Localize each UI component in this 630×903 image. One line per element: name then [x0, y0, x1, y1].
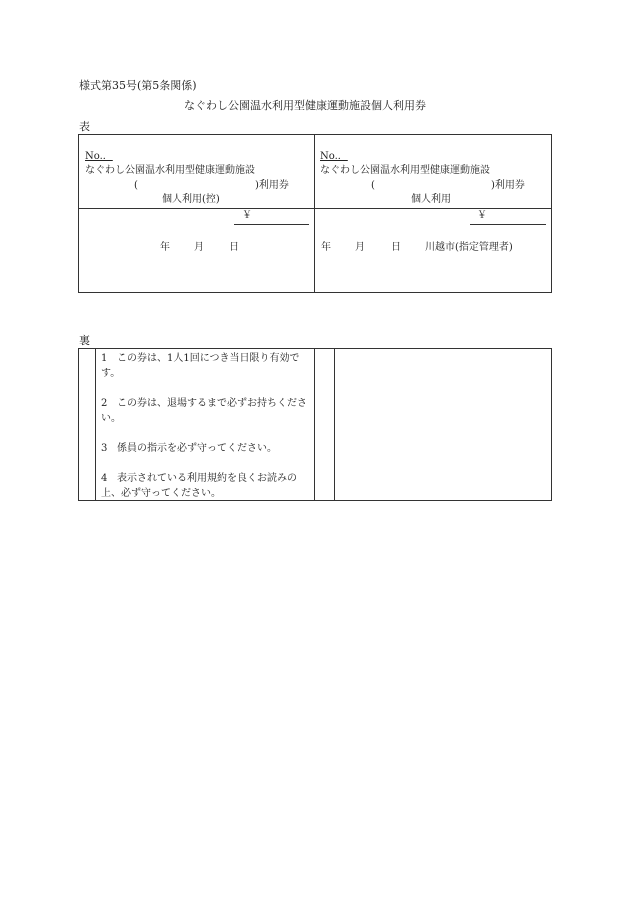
ticket-facility-name: なぐわし公園温水利用型健康運動施設: [320, 165, 490, 176]
ticket-issuer: 川越市(指定管理者): [425, 242, 513, 253]
term-number: 3: [101, 443, 108, 454]
term-text: 係員の指示を必ず守ってください。: [117, 443, 277, 454]
front-center-divider: [314, 134, 315, 293]
stub-date-year: 年: [160, 242, 170, 253]
ticket-date-day: 日: [391, 242, 401, 253]
ticket-date-year: 年: [321, 242, 331, 253]
list-item: [101, 396, 313, 426]
term-number: 4: [101, 473, 108, 484]
stub-ticket-suffix: )利用券: [255, 180, 289, 191]
stub-facility-name: なぐわし公園温水利用型健康運動施設: [85, 165, 255, 176]
ticket-amount-line: [470, 224, 546, 225]
form-number: 様式第35号(第5条関係): [79, 79, 197, 92]
ticket-paren-open: (: [371, 180, 375, 191]
list-item: [101, 471, 313, 501]
ticket-suffix: )利用券: [491, 180, 525, 191]
page-title: なぐわし公園温水利用型健康運動施設個人利用券: [184, 99, 426, 112]
term-text: この券は、退場するまで必ずお持ちください。: [101, 398, 307, 424]
ticket-kind: 個人利用: [411, 194, 451, 205]
term-text: この券は、1人1回につき当日限り有効です。: [101, 353, 300, 379]
terms-list: [101, 351, 313, 516]
stub-date-month: 月: [194, 242, 204, 253]
ticket-number: No.．: [320, 151, 348, 162]
back-center-divider-left: [314, 348, 315, 501]
front-row-divider: [78, 208, 552, 209]
stub-amount-line: [234, 224, 309, 225]
list-item: [101, 351, 313, 381]
stub-date-day: 日: [229, 242, 239, 253]
term-number: 1: [101, 353, 108, 364]
back-stub-margin-divider: [95, 348, 96, 501]
stub-ticket-kind: 個人利用(控): [162, 194, 220, 205]
front-label: 表: [79, 120, 90, 133]
term-number: 2: [101, 398, 108, 409]
ticket-date-month: 月: [355, 242, 365, 253]
ticket-yen-symbol: ￥: [477, 210, 487, 221]
stub-paren-open: (: [134, 180, 138, 191]
back-label: 裏: [79, 334, 90, 347]
list-item: [101, 441, 313, 456]
stub-number: No.．: [85, 151, 113, 162]
term-text: 表示されている利用規約を良くお読みの上、必ず守ってください。: [101, 473, 297, 499]
stub-yen-symbol: ￥: [242, 210, 252, 221]
back-center-divider-right: [334, 348, 335, 501]
